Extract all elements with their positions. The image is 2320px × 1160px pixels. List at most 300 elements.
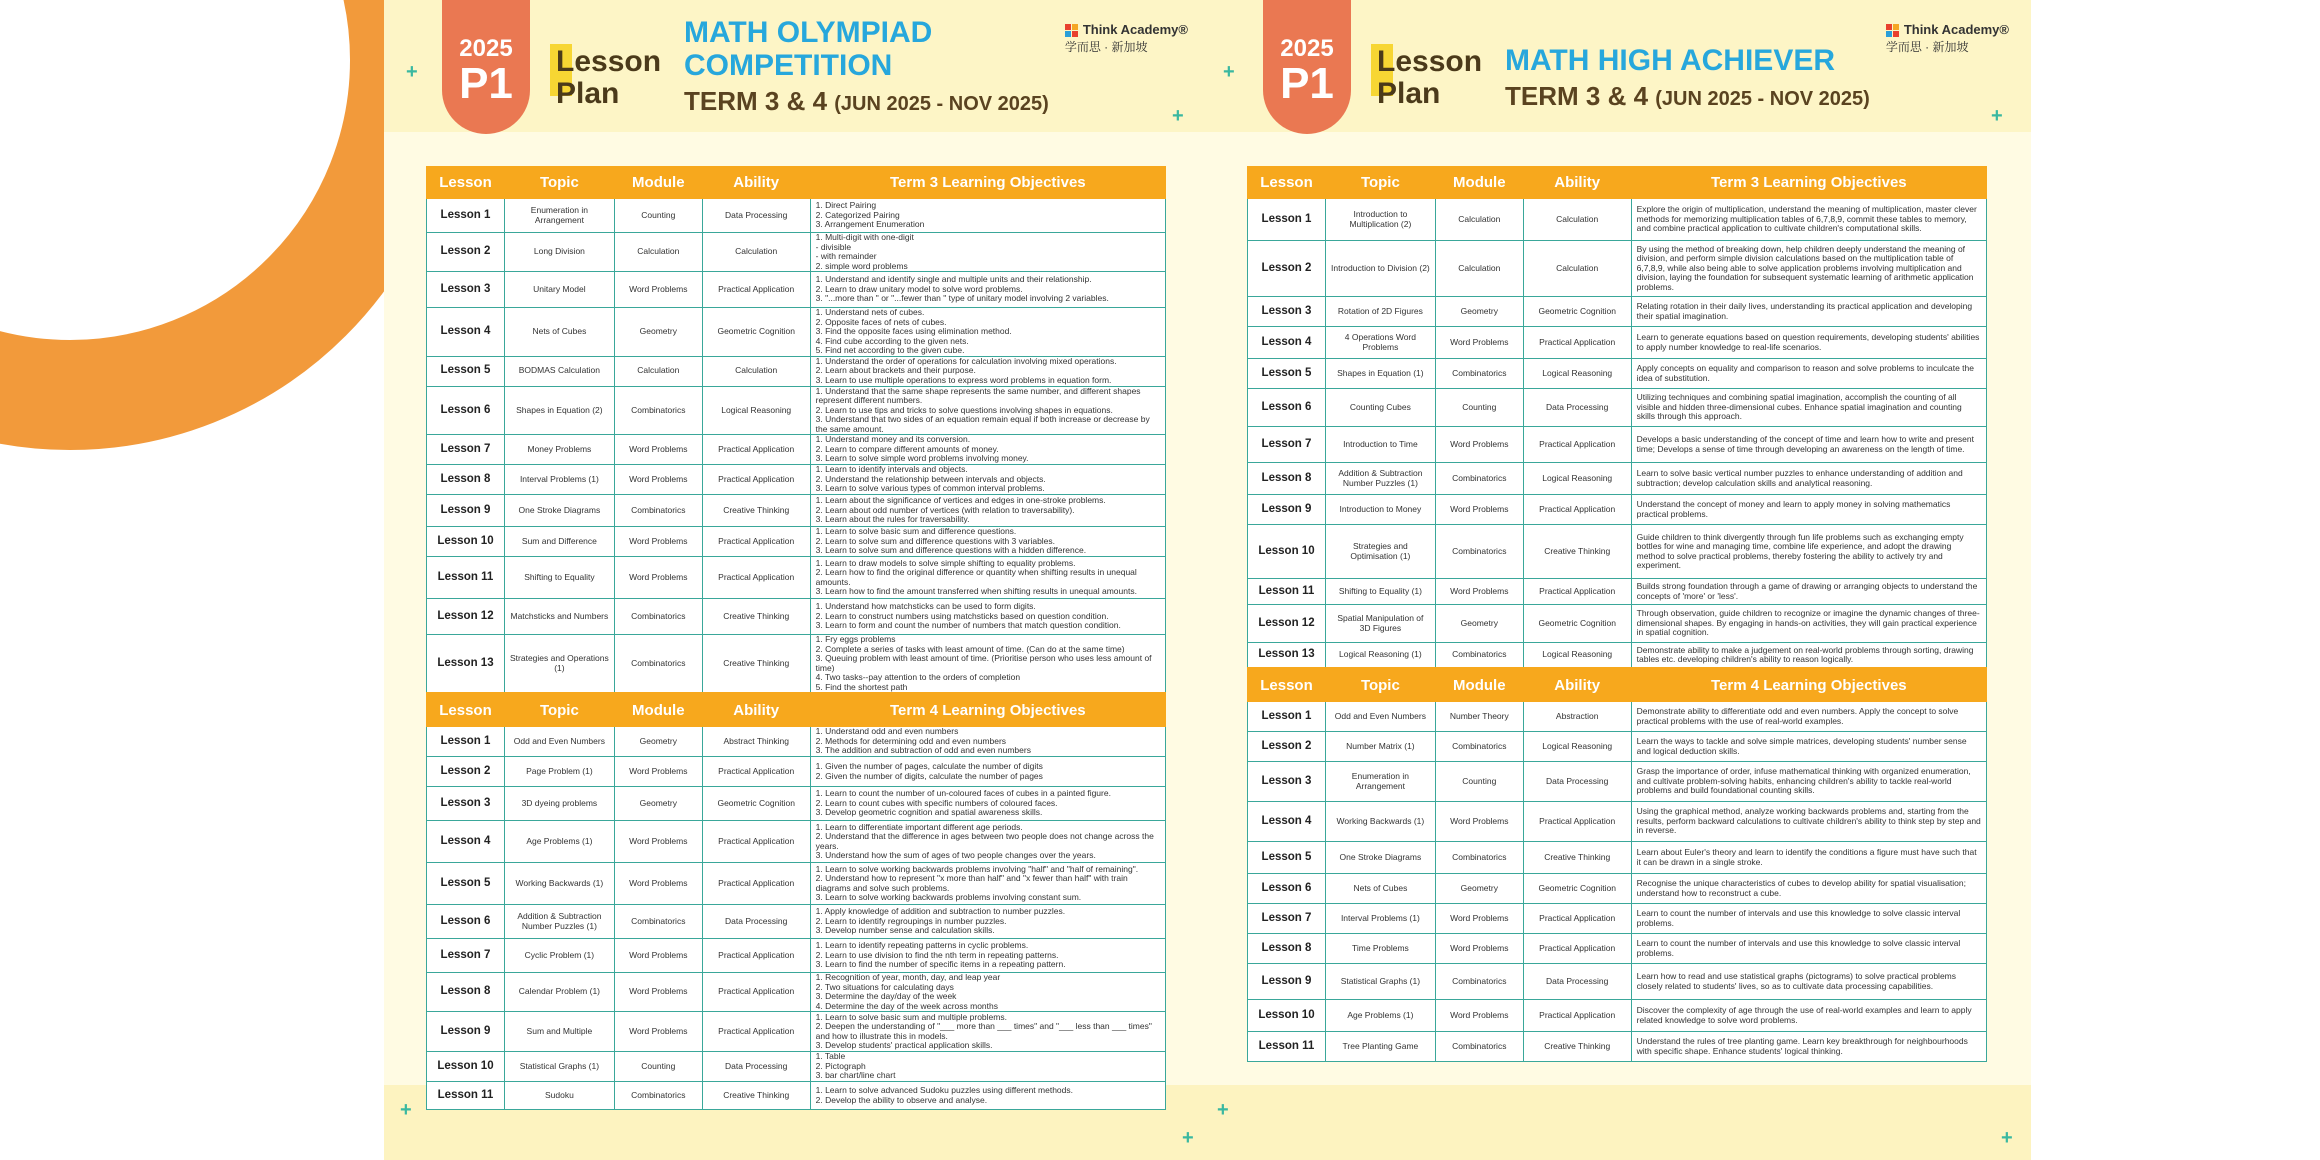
ability-cell: Calculation	[702, 356, 810, 386]
objectives-cell	[1631, 463, 1986, 495]
lesson-plan-word-1: Lesson	[556, 45, 662, 78]
module-cell: Geometry	[614, 308, 702, 357]
lesson-cell: Lesson 10	[427, 527, 505, 557]
objectives-cell	[810, 435, 1165, 465]
term-main: TERM 3 & 4	[1505, 81, 1649, 111]
lesson-cell: Lesson 3	[427, 787, 505, 821]
lesson-cell: Lesson 1	[1248, 199, 1326, 241]
objective-line: Discover the complexity of age through the use of real-world examples and learn to apply related knowledge to solve word problems.	[1636, 1005, 1972, 1025]
lesson-cell: Lesson 9	[1248, 495, 1326, 525]
topic-cell: Strategies and Operations (1)	[504, 635, 614, 694]
lesson-cell: Lesson 7	[1248, 904, 1326, 934]
lesson-cell: Lesson 11	[1248, 1032, 1326, 1062]
lesson-plan-word-2: Plan	[556, 77, 620, 110]
ability-cell: Abstraction	[1523, 702, 1631, 732]
ability-cell: Data Processing	[1523, 389, 1631, 427]
objective-line: 1. Direct Pairing	[815, 200, 877, 211]
lesson-cell: Lesson 11	[1248, 579, 1326, 605]
sheet-bottom-band	[1205, 1085, 2031, 1160]
ability-cell: Creative Thinking	[702, 1082, 810, 1110]
module-cell: Word Problems	[614, 821, 702, 863]
lesson-cell: Lesson 2	[427, 233, 505, 272]
objective-line: 2. Learn to use division to find the nth term in repeating patterns.	[815, 949, 1059, 960]
objectives-cell	[1631, 389, 1986, 427]
table-row	[1248, 389, 1987, 427]
objective-line: Learn how to read and use statistical graphs (pictograms) to solve practical problems closely related to students' lives, so as to cultivate data processing capabilities.	[1636, 971, 1957, 991]
table-row	[427, 727, 1166, 757]
objective-line: 2. Pictograph	[815, 1060, 866, 1071]
module-cell: Combinatorics	[1435, 525, 1523, 579]
table-row	[427, 757, 1166, 787]
module-cell: Combinatorics	[614, 599, 702, 635]
topic-cell: Shifting to Equality	[504, 557, 614, 599]
objective-line: 3. Learn to form and count the number of numbers that match question condition.	[815, 620, 1121, 631]
objective-line: Understand the concept of money and learn to apply money in solving mathematics practical problems.	[1636, 499, 1951, 519]
objectives-cell	[810, 727, 1165, 757]
objective-line: 2. Understand how to represent "x more than half" and "x fewer than half" with train diagrams and solve such problems.	[815, 873, 1128, 893]
module-cell: Word Problems	[614, 465, 702, 495]
topic-cell: Addition & Subtraction Number Puzzles (1)	[1325, 463, 1435, 495]
objectives-cell	[810, 905, 1165, 939]
lesson-cell: Lesson 13	[1248, 643, 1326, 669]
objective-line: 2. Learn about brackets and their purpose.	[815, 365, 976, 376]
column-header: Lesson	[427, 167, 505, 199]
table-row	[427, 635, 1166, 694]
objective-line: 3. Learn to solve various types of common interval problems.	[815, 483, 1045, 494]
ability-cell: Practical Application	[702, 939, 810, 973]
objectives-cell	[810, 863, 1165, 905]
table-row	[427, 939, 1166, 973]
objective-line: 2. Learn to identify regroupings in number puzzles.	[815, 915, 1007, 926]
objectives-cell	[1631, 359, 1986, 389]
objective-line: 1. Learn to count the number of un-coloured faces of cubes in a painted figure.	[815, 788, 1111, 799]
topic-cell: Addition & Subtraction Number Puzzles (1)	[504, 905, 614, 939]
table-row	[1248, 495, 1987, 525]
table-row	[1248, 1032, 1987, 1062]
ability-cell: Data Processing	[1523, 964, 1631, 1000]
objective-line: 3. bar chart/line chart	[815, 1070, 896, 1081]
lesson-table	[426, 166, 1166, 1110]
objective-line: 1. Learn to differentiate important different age periods.	[815, 821, 1023, 832]
objective-line: 3. Learn about the rules for traversability.	[815, 514, 970, 525]
table-row	[1248, 297, 1987, 327]
topic-cell: Cyclic Problem (1)	[504, 939, 614, 973]
lesson-cell: Lesson 6	[427, 386, 505, 435]
module-cell: Geometry	[614, 727, 702, 757]
objective-line: 1. Given the number of pages, calculate the number of digits	[815, 761, 1043, 771]
module-cell: Calculation	[1435, 199, 1523, 241]
objective-line: Learn to generate equations based on question requirements, developing students' abilities to apply number knowledge to real-life scenarios.	[1636, 332, 1980, 352]
objective-line: 5. Find net according to the given cube.	[815, 345, 965, 355]
plus-icon: +	[406, 61, 418, 83]
topic-cell: 4 Operations Word Problems	[1325, 327, 1435, 359]
objectives-cell	[810, 1082, 1165, 1110]
objective-line: 3. Understand how the sum of ages of two people changes over the years.	[815, 850, 1096, 860]
module-cell: Word Problems	[1435, 579, 1523, 605]
table-row	[1248, 199, 1987, 241]
objectives-cell	[810, 757, 1165, 787]
lesson-cell: Lesson 4	[1248, 802, 1326, 842]
column-header: Topic	[1325, 669, 1435, 702]
objective-line: Recognise the unique characteristics of cubes to develop ability for spatial visualisation; understand how to reconstruct a cube.	[1636, 878, 1966, 898]
module-cell: Word Problems	[1435, 904, 1523, 934]
objective-line: 3. Develop geometric cognition and spatial awareness skills.	[815, 807, 1043, 818]
topic-cell: Odd and Even Numbers	[504, 727, 614, 757]
ability-cell: Practical Application	[702, 557, 810, 599]
objective-line: 1. Learn to solve working backwards problems involving "half" and "half of remaining".	[815, 863, 1139, 874]
objective-line: 1. Learn to draw models to solve simple shifting to equality problems.	[815, 557, 1076, 568]
ability-cell: Practical Application	[1523, 934, 1631, 964]
lesson-cell: Lesson 5	[1248, 359, 1326, 389]
lesson-plan-word-2: Plan	[1377, 77, 1441, 110]
objectives-cell	[810, 233, 1165, 272]
objective-line: 1. Understand nets of cubes.	[815, 307, 925, 317]
term-main: TERM 3 & 4	[684, 86, 828, 116]
ability-cell: Creative Thinking	[702, 635, 810, 694]
objective-line: Learn about Euler's theory and learn to identify the conditions a figure must have such that it can be drawn in a single stroke.	[1636, 847, 1977, 867]
lesson-cell: Lesson 2	[427, 757, 505, 787]
ability-cell: Geometric Cognition	[1523, 874, 1631, 904]
module-cell: Number Theory	[1435, 702, 1523, 732]
objective-line: 1. Recognition of year, month, day, and leap year	[815, 972, 1001, 982]
lesson-cell: Lesson 12	[427, 599, 505, 635]
objective-line: 1. Learn to solve basic sum and difference questions.	[815, 526, 1017, 537]
table-row	[427, 386, 1166, 435]
topic-cell: Rotation of 2D Figures	[1325, 297, 1435, 327]
objective-line: 2. Deepen the understanding of "___ more than ___ times" and "___ less than ___ times" and how to illustrate this in models.	[815, 1021, 1152, 1041]
ability-cell: Logical Reasoning	[1523, 359, 1631, 389]
objectives-cell	[810, 465, 1165, 495]
objective-line: 4. Determine the day of the week across months	[815, 1000, 998, 1011]
objective-line: 3. Learn to solve simple word problems involving money.	[815, 453, 1029, 464]
objectives-cell	[810, 973, 1165, 1012]
column-header: Topic	[504, 694, 614, 727]
ability-cell: Data Processing	[702, 199, 810, 233]
objective-line: 1. Learn to solve basic sum and multiple problems.	[815, 1011, 1007, 1022]
topic-cell: Number Matrix (1)	[1325, 732, 1435, 762]
objective-line: Through observation, guide children to recognize or imagine the dynamic changes of three-dimensional shapes. By engaging in hands-on activities, they will gain practical experience in spatial cognition.	[1636, 608, 1980, 638]
objective-line: 1. Fry eggs problems	[815, 634, 896, 644]
topic-cell: Introduction to Multiplication (2)	[1325, 199, 1435, 241]
topic-cell: Logical Reasoning (1)	[1325, 643, 1435, 669]
objectives-cell	[1631, 241, 1986, 297]
ability-cell: Calculation	[1523, 241, 1631, 297]
objective-line: 2. Two situations for calculating days	[815, 981, 954, 992]
column-header: Module	[1435, 167, 1523, 199]
module-cell: Geometry	[614, 787, 702, 821]
think-academy-logo	[1065, 22, 1188, 55]
topic-cell: Interval Problems (1)	[1325, 904, 1435, 934]
table-row	[427, 1012, 1166, 1052]
module-cell: Word Problems	[1435, 427, 1523, 463]
logo-icon	[1065, 24, 1079, 38]
logo-subtitle: 学而思 · 新加坡	[1885, 39, 1969, 54]
lesson-cell: Lesson 3	[427, 272, 505, 308]
plus-icon: +	[1217, 1099, 1229, 1121]
objectives-cell	[810, 1052, 1165, 1082]
topic-cell: Age Problems (1)	[1325, 1000, 1435, 1032]
lesson-plan-sheet-high-achiever	[1205, 0, 2031, 1160]
objectives-cell	[810, 939, 1165, 973]
lesson-cell: Lesson 10	[1248, 525, 1326, 579]
table-row	[1248, 327, 1987, 359]
table-header-row	[427, 167, 1166, 199]
module-cell: Combinatorics	[1435, 964, 1523, 1000]
objectives-cell	[1631, 802, 1986, 842]
objective-line: Guide children to think divergently through fun life problems such as exchanging empty bottles for wine and managing time, combine life experience, and adopt the drawing method to solve practical problems, thereby fostering the ability to actively try and experiment.	[1636, 531, 1964, 570]
lesson-cell: Lesson 12	[1248, 605, 1326, 643]
badge-year: 2025	[459, 35, 513, 62]
objectives-cell	[1631, 904, 1986, 934]
lesson-cell: Lesson 9	[427, 1012, 505, 1052]
ability-cell: Practical Application	[1523, 802, 1631, 842]
objectives-cell	[810, 1012, 1165, 1052]
lesson-cell: Lesson 1	[427, 727, 505, 757]
lesson-cell: Lesson 8	[427, 465, 505, 495]
term-title	[684, 84, 1049, 121]
logo-icon	[1886, 24, 1900, 38]
topic-cell: Sum and Multiple	[504, 1012, 614, 1052]
lesson-cell: Lesson 2	[1248, 241, 1326, 297]
lesson-cell: Lesson 6	[427, 905, 505, 939]
objectives-cell	[810, 787, 1165, 821]
objectives-cell	[810, 356, 1165, 386]
ability-cell: Data Processing	[702, 905, 810, 939]
lesson-cell: Lesson 5	[427, 863, 505, 905]
module-cell: Word Problems	[614, 863, 702, 905]
badge-level: P1	[459, 59, 513, 108]
module-cell: Word Problems	[1435, 327, 1523, 359]
lesson-cell: Lesson 13	[427, 635, 505, 694]
module-cell: Geometry	[1435, 297, 1523, 327]
column-header: Module	[614, 694, 702, 727]
module-cell: Word Problems	[1435, 934, 1523, 964]
term-title	[1505, 79, 1870, 116]
objective-line: 1. Learn about the significance of vertices and edges in one-stroke problems.	[815, 495, 1106, 506]
ability-cell: Practical Application	[1523, 495, 1631, 525]
objective-line: 2. Learn to count cubes with specific numbers of coloured faces.	[815, 797, 1058, 808]
topic-cell: Sum and Difference	[504, 527, 614, 557]
plus-icon: +	[1223, 61, 1235, 83]
objective-line: 2. Understand that the difference in ages between two people does not change across the years.	[815, 831, 1154, 851]
objective-line: Apply concepts on equality and comparison to reason and solve problems to inculcate the idea of substitution.	[1636, 363, 1974, 383]
table-row	[1248, 1000, 1987, 1032]
table-row	[1248, 874, 1987, 904]
objective-line: 3. Find the opposite faces using elimination method.	[815, 326, 1012, 336]
table-row	[427, 465, 1166, 495]
objectives-cell	[1631, 702, 1986, 732]
objectives-cell	[810, 308, 1165, 357]
objective-line: 3. Learn to solve sum and difference questions with a hidden difference.	[815, 545, 1087, 556]
table-row	[427, 557, 1166, 599]
term-dates: (JUN 2025 - NOV 2025)	[1655, 88, 1870, 110]
objective-line: Using the graphical method, analyze working backwards problems and, starting from the results, perform backward calculations to cultivate children's ability to think step by step and in reverse.	[1636, 806, 1981, 836]
ability-cell: Geometric Cognition	[1523, 605, 1631, 643]
topic-cell: Counting Cubes	[1325, 389, 1435, 427]
objectives-cell	[1631, 934, 1986, 964]
ability-cell: Logical Reasoning	[1523, 643, 1631, 669]
table-row	[427, 356, 1166, 386]
objective-line: 2. Understand the relationship between intervals and objects.	[815, 473, 1046, 484]
topic-cell: Spatial Manipulation of 3D Figures	[1325, 605, 1435, 643]
table-row	[427, 905, 1166, 939]
topic-cell: Working Backwards (1)	[504, 863, 614, 905]
lesson-cell: Lesson 4	[1248, 327, 1326, 359]
topic-cell: Long Division	[504, 233, 614, 272]
objective-line: 2. Categorized Pairing	[815, 209, 900, 220]
objective-line: 1. Learn to identify repeating patterns in cyclic problems.	[815, 940, 1029, 951]
table-row	[427, 973, 1166, 1012]
objective-line: 2. Develop the ability to observe and analyse.	[815, 1094, 988, 1105]
topic-cell: Introduction to Money	[1325, 495, 1435, 525]
module-cell: Word Problems	[614, 435, 702, 465]
objective-line: 5. Find the shortest path	[815, 681, 908, 692]
objective-line: 3. Arrangement Enumeration	[815, 219, 925, 230]
objectives-cell	[1631, 579, 1986, 605]
topic-cell: Money Problems	[504, 435, 614, 465]
objectives-cell	[1631, 427, 1986, 463]
lesson-cell: Lesson 1	[427, 199, 505, 233]
plus-icon: +	[1991, 105, 2003, 127]
table-row	[1248, 605, 1987, 643]
topic-cell: Sudoku	[504, 1082, 614, 1110]
topic-cell: Statistical Graphs (1)	[504, 1052, 614, 1082]
objective-line: 2. Methods for determining odd and even numbers	[815, 735, 1007, 746]
lesson-cell: Lesson 9	[427, 495, 505, 527]
table-row	[427, 821, 1166, 863]
module-cell: Combinatorics	[1435, 463, 1523, 495]
table-header-row	[1248, 167, 1987, 199]
lesson-cell: Lesson 3	[1248, 297, 1326, 327]
table-row	[1248, 359, 1987, 389]
objective-line: Builds strong foundation through a game of drawing or arranging objects to understand the concepts of 'more' or 'less'.	[1636, 581, 1978, 601]
objectives-cell	[1631, 495, 1986, 525]
lesson-cell: Lesson 5	[1248, 842, 1326, 874]
objective-line: 3. Learn how to find the amount transferred when shifting results in unequal amounts.	[815, 586, 1137, 596]
ability-cell: Practical Application	[702, 527, 810, 557]
logo-subtitle: 学而思 · 新加坡	[1064, 39, 1148, 54]
ability-cell: Creative Thinking	[702, 495, 810, 527]
ability-cell: Creative Thinking	[1523, 842, 1631, 874]
objective-line: Develops a basic understanding of the concept of time and learn how to write and present time; Develops a sense of time through developing an awareness on the length of time.	[1636, 434, 1974, 454]
lesson-cell: Lesson 2	[1248, 732, 1326, 762]
ability-cell: Geometric Cognition	[702, 787, 810, 821]
topic-cell: Introduction to Division (2)	[1325, 241, 1435, 297]
table-row	[1248, 842, 1987, 874]
module-cell: Combinatorics	[614, 905, 702, 939]
table-row	[427, 199, 1166, 233]
table-row	[427, 435, 1166, 465]
ability-cell: Abstract Thinking	[702, 727, 810, 757]
module-cell: Calculation	[614, 356, 702, 386]
table-header-row	[427, 694, 1166, 727]
column-header: Lesson	[1248, 669, 1326, 702]
table-row	[1248, 732, 1987, 762]
ability-cell: Logical Reasoning	[702, 386, 810, 435]
ability-cell: Practical Application	[1523, 327, 1631, 359]
objective-line: 1. Understand and identify single and multiple units and their relationship.	[815, 274, 1092, 285]
ability-cell: Practical Application	[702, 973, 810, 1012]
column-header: Module	[1435, 669, 1523, 702]
objective-line: Learn the ways to tackle and solve simple matrices, developing students' number sense and logical deduction skills.	[1636, 736, 1967, 756]
ability-cell: Practical Application	[702, 465, 810, 495]
objectives-cell	[810, 199, 1165, 233]
objectives-cell	[1631, 842, 1986, 874]
ability-cell: Practical Application	[1523, 427, 1631, 463]
module-cell: Combinatorics	[614, 495, 702, 527]
module-cell: Combinatorics	[614, 386, 702, 435]
objective-line: - divisible	[815, 241, 852, 252]
topic-cell: Introduction to Time	[1325, 427, 1435, 463]
topic-cell: Time Problems	[1325, 934, 1435, 964]
objective-line: Learn to solve basic vertical number puzzles to enhance understanding of addition and subtraction; develop calculation skills and analytical reasoning.	[1636, 468, 1963, 488]
table-row	[427, 527, 1166, 557]
objective-line: 1. Understand that the same shape represents the same number, and different shapes represent different numbers.	[815, 385, 1141, 405]
ability-cell: Data Processing	[702, 1052, 810, 1082]
objective-line: 3. Develop students' practical application skills.	[815, 1040, 993, 1050]
objective-line: Demonstrate ability to differentiate odd and even numbers. Apply the concept to solve practical problems with the use of real-world examples.	[1636, 706, 1959, 726]
objectives-cell	[1631, 1032, 1986, 1062]
objective-line: 1. Learn to solve advanced Sudoku puzzles using different methods.	[815, 1085, 1073, 1095]
lesson-cell: Lesson 5	[427, 356, 505, 386]
objective-line: 3. Queuing problem with least amount of time. (Prioritise person who uses less amount of time)	[815, 653, 1152, 673]
column-header: Ability	[702, 694, 810, 727]
table-row	[427, 787, 1166, 821]
objective-line: 2. Learn to compare different amounts of money.	[815, 443, 999, 454]
objective-line: Utilizing techniques and combining spatial imagination, accomplish the counting of all visible and hidden three-dimensional cubes. Enhance spatial imagination and counting skills through this approach.	[1636, 392, 1962, 422]
topic-cell: Strategies and Optimisation (1)	[1325, 525, 1435, 579]
column-header: Topic	[1325, 167, 1435, 199]
column-header: Ability	[1523, 167, 1631, 199]
objective-line: 4. Two tasks--pay attention to the orders of completion	[815, 672, 1021, 682]
objective-line: 3. Develop number sense and calculation skills.	[815, 925, 995, 936]
topic-cell: Matchsticks and Numbers	[504, 599, 614, 635]
topic-cell: One Stroke Diagrams	[504, 495, 614, 527]
objective-line: 3. The addition and subtraction of odd and even numbers	[815, 745, 1031, 756]
lesson-cell: Lesson 8	[1248, 934, 1326, 964]
table-row	[427, 233, 1166, 272]
topic-cell: Interval Problems (1)	[504, 465, 614, 495]
topic-cell: Nets of Cubes	[1325, 874, 1435, 904]
table-row	[1248, 904, 1987, 934]
objectives-cell	[810, 272, 1165, 308]
table-row	[427, 495, 1166, 527]
topic-cell: Statistical Graphs (1)	[1325, 964, 1435, 1000]
module-cell: Word Problems	[614, 557, 702, 599]
table-header-row	[1248, 669, 1987, 702]
objectives-cell	[1631, 762, 1986, 802]
plus-icon: +	[1172, 105, 1184, 127]
objective-line: 3. Determine the day/day of the week	[815, 991, 957, 1001]
lesson-cell: Lesson 7	[427, 435, 505, 465]
objectives-cell	[810, 495, 1165, 527]
objectives-cell	[1631, 964, 1986, 1000]
objective-line: 1. Apply knowledge of addition and subtraction to number puzzles.	[815, 906, 1066, 917]
topic-cell: BODMAS Calculation	[504, 356, 614, 386]
objectives-cell	[1631, 874, 1986, 904]
module-cell: Combinatorics	[1435, 732, 1523, 762]
objective-line: 4. Find cube according to the given nets.	[815, 335, 969, 346]
module-cell: Calculation	[1435, 241, 1523, 297]
table-row	[1248, 802, 1987, 842]
level-badge	[1263, 0, 1351, 134]
objective-line: 3. "...more than " or "...fewer than " type of unitary model involving 2 variables.	[815, 293, 1109, 304]
objectives-cell	[1631, 1000, 1986, 1032]
topic-cell: Tree Planting Game	[1325, 1032, 1435, 1062]
objective-line: Learn to count the number of intervals and use this knowledge to solve classic interval problems.	[1636, 938, 1961, 958]
objectives-cell	[1631, 605, 1986, 643]
objectives-header: Term 3 Learning Objectives	[1631, 167, 1986, 199]
